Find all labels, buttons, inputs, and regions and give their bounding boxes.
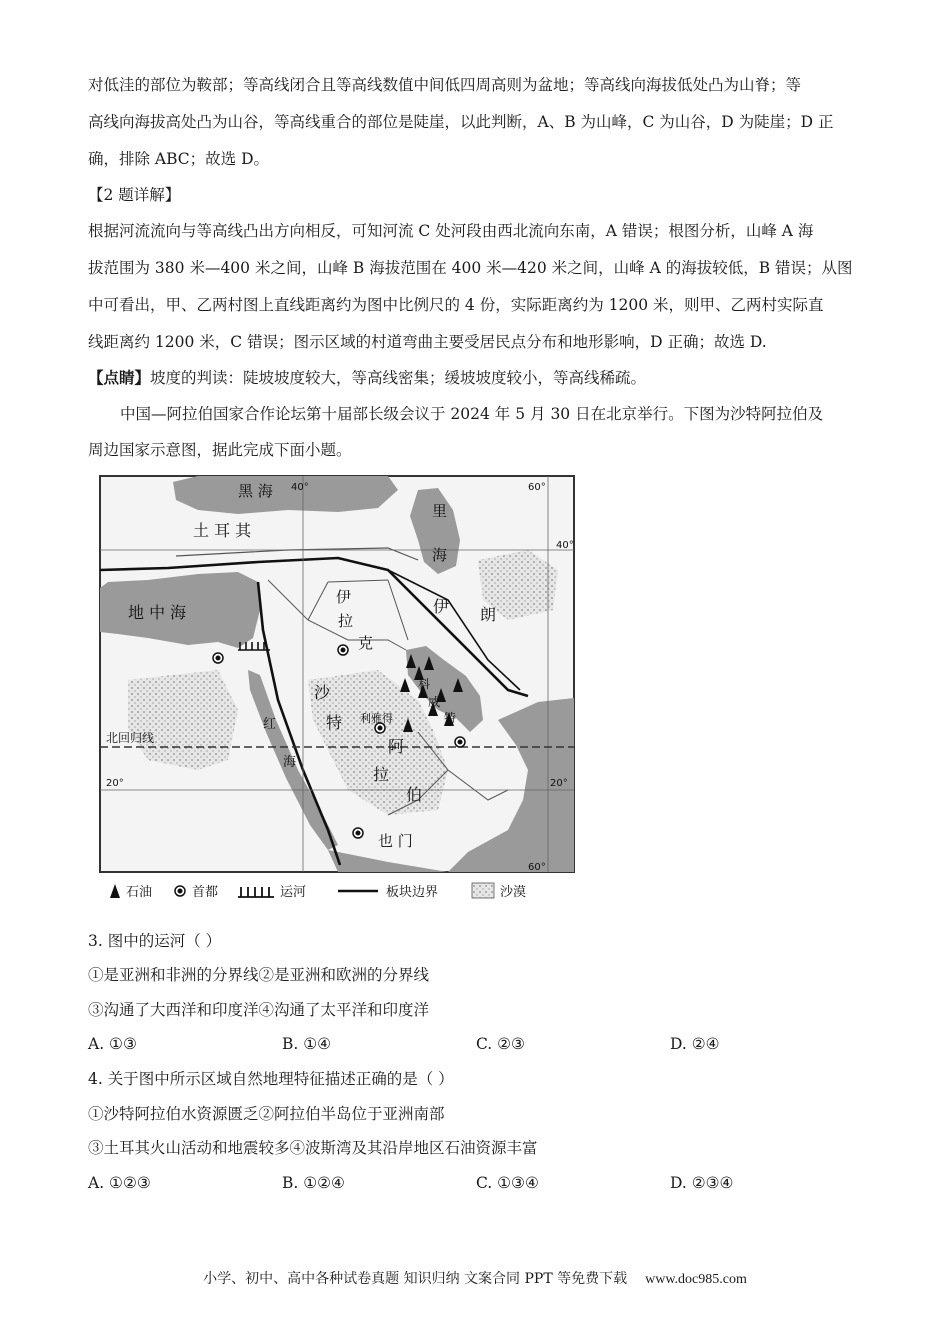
explanation-line-3: 确，排除 ABC；故选 D。	[88, 150, 270, 168]
tip-line	[88, 367, 646, 389]
label-turkey: 土 耳 其	[193, 521, 252, 540]
canal-icon	[238, 887, 274, 897]
capital-baghdad	[338, 645, 348, 655]
footer-text: 小学、初中、高中各种试卷真题 知识归纳 文案合同 PPT 等免费下载	[203, 1271, 628, 1287]
q3-stem: 3. 图中的运河（ ）	[88, 932, 222, 950]
label-lat-20-left: 20°	[106, 778, 124, 789]
q4-stem: 4. 关于图中所示区域自然地理特征描述正确的是（ ）	[88, 1070, 454, 1088]
map-legend	[110, 883, 526, 900]
label-black-sea: 黑 海	[238, 482, 273, 500]
label-saudi-a: 阿	[388, 737, 405, 756]
label-kuwait-ke: 科	[418, 677, 431, 691]
label-saudi-bo: 伯	[406, 785, 423, 804]
label-saudi-te: 特	[326, 713, 343, 732]
black-sea	[173, 476, 398, 514]
capital-sanaa	[353, 828, 363, 838]
page-footer	[0, 1268, 950, 1291]
legend-desert-label: 沙漠	[500, 885, 527, 900]
tip-text: 坡度的判读：陡坡坡度较大，等高线密集；缓坡坡度较小，等高线稀疏。	[150, 369, 647, 387]
explanation-line-2: 高线向海拔高处凸为山谷，等高线重合的部位是陡崖，以此判断，A、B 为山峰，C 为山谷，D 为陡崖；D 正	[88, 113, 834, 131]
q3-option-d[interactable]: D. ②④	[670, 1035, 720, 1053]
legend-capital-label: 首都	[192, 885, 219, 900]
label-kuwait-wei: 威	[428, 695, 441, 709]
label-lat-20-right: 20°	[550, 778, 568, 789]
q2-explanation-line-1: 根据河流流向与等高线凸出方向相反，可知河流 C 处河段由西北流向东南，A 错误；根图分析，山峰 A 海	[88, 222, 814, 240]
q4-option-d[interactable]: D. ②③④	[670, 1174, 734, 1192]
label-riyadh: 利雅得	[360, 712, 393, 725]
label-caspian-hai: 海	[432, 546, 448, 564]
label-yemen: 也 门	[378, 832, 413, 850]
label-iran-2: 朗	[480, 605, 497, 624]
q3-option-c[interactable]: C. ②③	[476, 1035, 525, 1053]
label-lat-40: 40°	[556, 540, 574, 551]
q4-option-a[interactable]: A. ①②③	[88, 1174, 151, 1192]
label-red-sea-hai: 海	[283, 755, 297, 770]
q2-heading: 【2 题详解】	[88, 186, 181, 204]
label-red-sea-hong: 红	[263, 717, 277, 732]
legend-canal-label: 运河	[280, 885, 307, 900]
q2-explanation-line-4: 线距离约 1200 米，C 错误；图示区域的村道弯曲主要受居民点分布和地形影响，D 正确；故选 D.	[88, 333, 767, 351]
capital-abudhabi	[455, 737, 465, 747]
label-tropic: 北回归线	[106, 731, 155, 745]
label-saudi-sha: 沙	[314, 683, 331, 702]
capital-icon	[175, 886, 185, 896]
label-iraq-3: 克	[358, 634, 374, 652]
q2-explanation-line-2: 拔范围为 380 米—400 米之间，山峰 B 海拔范围在 400 米—420 米之间，山峰 A 的海拔较低，B 错误；从图	[88, 259, 853, 277]
desert-icon	[472, 883, 494, 898]
label-kuwait-te: 特	[444, 711, 457, 725]
q4-option-c[interactable]: C. ①③④	[476, 1174, 539, 1192]
q4-option-b[interactable]: B. ①②④	[282, 1174, 345, 1192]
tip-label: 【点睛】	[88, 368, 151, 387]
label-iraq-1: 伊	[336, 588, 352, 606]
label-lon-60-bottom: 60°	[528, 862, 546, 873]
label-iraq-2: 拉	[338, 612, 354, 630]
legend-oil-label: 石油	[126, 885, 153, 900]
label-saudi-la: 拉	[373, 765, 390, 784]
legend-plate-label: 板块边界	[386, 885, 439, 900]
oil-icon	[110, 884, 120, 898]
q3-option-b[interactable]: B. ①④	[282, 1035, 332, 1053]
footer-site-link[interactable]: www.doc985.com	[645, 1272, 747, 1287]
label-lon-40: 40°	[291, 482, 309, 493]
label-mediterranean: 地 中 海	[128, 603, 187, 622]
capital-cairo	[213, 653, 223, 663]
saudi-arabia-map	[88, 470, 588, 910]
q3-option-a[interactable]: A. ①③	[88, 1035, 137, 1053]
label-lon-60-top: 60°	[528, 482, 546, 493]
label-caspian-li: 里	[432, 502, 448, 520]
explanation-line-1: 对低洼的部位为鞍部；等高线闭合且等高线数值中间低四周高则为盆地；等高线向海拔低处凸为山脊；等	[88, 76, 802, 94]
label-iran-1: 伊	[433, 597, 450, 616]
q4-statement-2: ③土耳其火山活动和地震较多④波斯湾及其沿岸地区石油资源丰富	[88, 1139, 538, 1157]
intro-line-2: 周边国家示意图，据此完成下面小题。	[88, 441, 352, 459]
q4-statement-1: ①沙特阿拉伯水资源匮乏②阿拉伯半岛位于亚洲南部	[88, 1105, 445, 1123]
intro-line-1: 中国—阿拉伯国家合作论坛第十届部长级会议于 2024 年 5 月 30 日在北京举行。下图为沙特阿拉伯及	[120, 405, 824, 423]
q2-explanation-line-3: 中可看出，甲、乙两村图上直线距离约为图中比例尺的 4 份，实际距离约为 1200 米，则甲、乙两村实际直	[88, 296, 824, 314]
q3-statement-1: ①是亚洲和非洲的分界线②是亚洲和欧洲的分界线	[88, 966, 430, 984]
q3-statement-2: ③沟通了大西洋和印度洋④沟通了太平洋和印度洋	[88, 1001, 430, 1019]
